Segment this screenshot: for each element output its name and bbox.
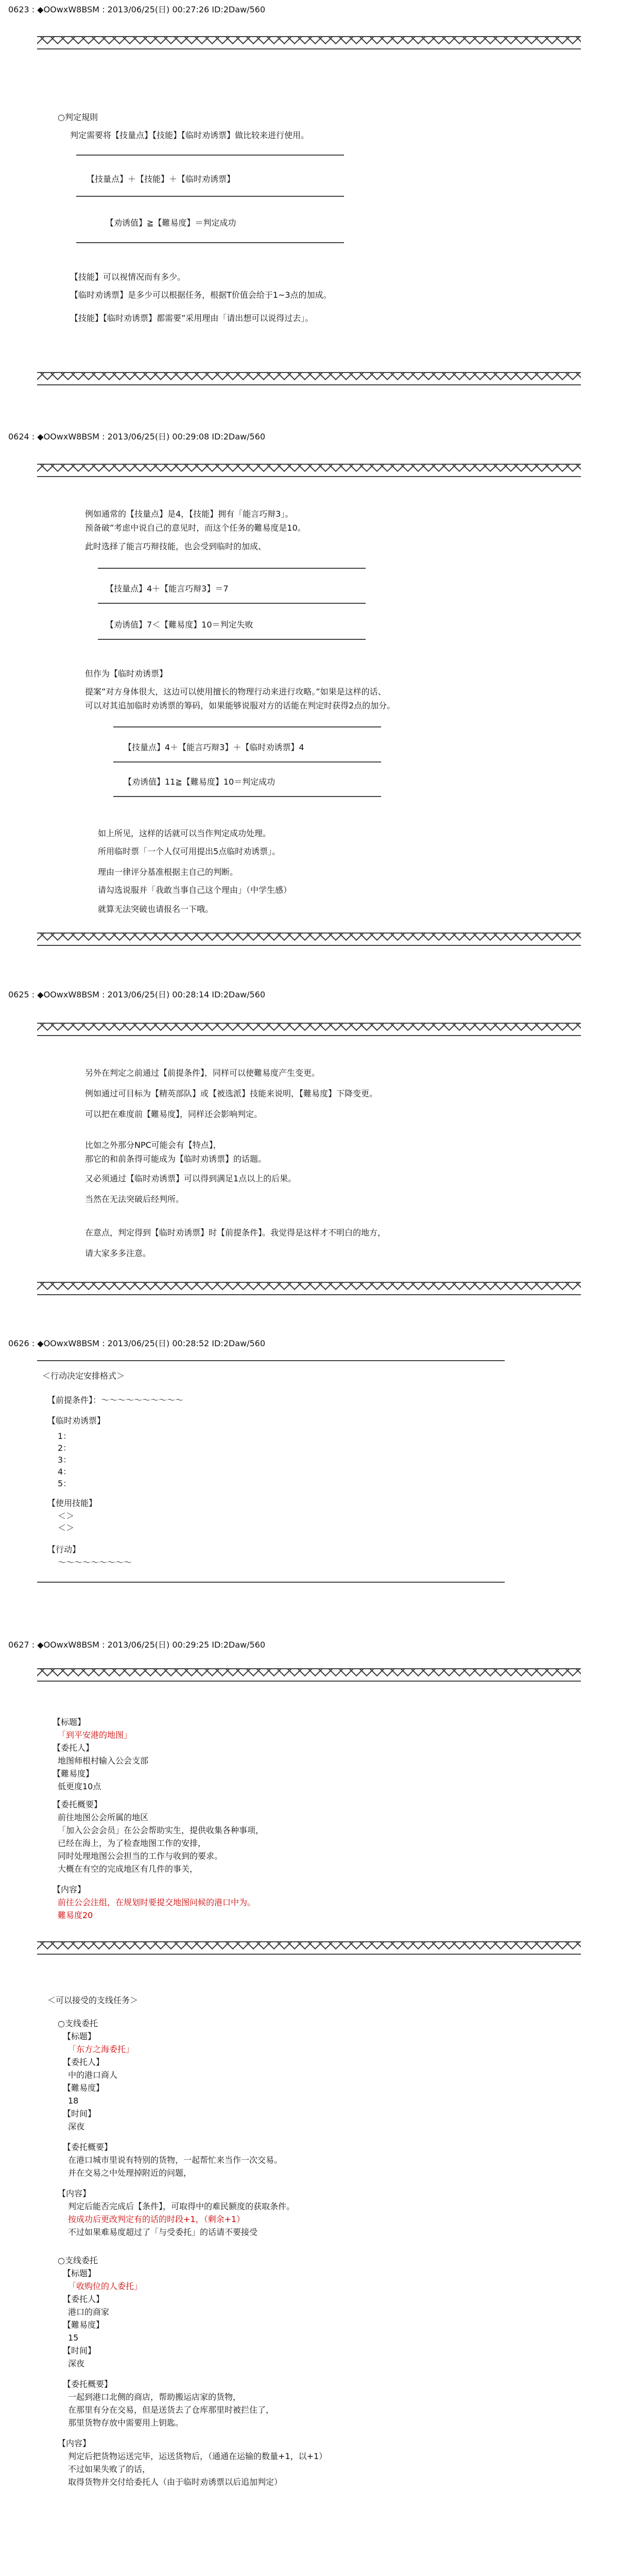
post-line: 又必须通过【临时劝诱票】可以得到满足1点以上的后果。 [85,1174,297,1183]
divider [98,603,366,604]
quest-field: 「到平安港的地图」 [58,1730,132,1740]
subquest-field: 深夜 [68,2359,85,2368]
subquest-field: ○支线委托 [58,2256,98,2265]
subquest-field: ○支线委托 [58,2019,98,2028]
post-line: 例如通常的【技量点】是4，【技能】拥有「能言巧辩3」。 [85,509,294,519]
post-line: 此时选择了能言巧辩技能，也会受到临时的加成、 [85,541,267,551]
quest-field: 【标题】 [53,1717,86,1727]
post-header-0623: 0623 : ◆OOwxW8BSM : 2013/06/25(日) 00:27:26 ID:2Daw/560 [8,5,266,14]
formula-line: 【劝诱值】≧【難易度】＝判定成功 [106,218,236,228]
subquest-title: ＜可以接受的支线任务＞ [47,1995,139,2005]
form-field: 【使用技能】 [47,1498,97,1508]
divider [98,639,366,640]
quest-field: 地图师根村输入公会支部 [58,1756,149,1766]
post-line: 所用临时票「一个人仅可用提出5点临时劝诱票」。 [98,846,281,856]
form-field: 【前提条件】：～～～～～～～～～～ [47,1395,184,1405]
subquest-field: 【難易度】 [63,2320,105,2330]
subquest-field: 【委托概要】 [63,2379,113,2389]
subquest-field: 【難易度】 [63,2083,105,2093]
divider [76,196,344,197]
subquest-field: 判定后把货物运送完毕，运送货物后，（通通在运输的数量+1，以+1） [68,2451,328,2461]
post-line: 预备破”考虑中说自己的意见时，而这个任务的難易度是10。 [85,523,306,533]
divider [76,242,344,243]
quest-field: 低更度10点 [58,1782,101,1791]
decorative-border [37,372,581,385]
subquest-field: 【委托概要】 [63,2142,113,2152]
form-field: 3： [58,1455,72,1465]
decorative-border [37,933,581,946]
subquest-field: 「东方之海委托」 [68,2044,134,2054]
post-line: 可以把在难度前【難易度】，同样还会影响判定。 [85,1109,263,1119]
quest-field: 同时处理地图公会担当的工作与收到的要求。 [58,1851,223,1861]
divider [37,1360,505,1361]
subquest-field: 中的港口商人 [68,2070,118,2080]
subquest-field: 【委托人】 [63,2294,105,2304]
subquest-field: 【时间】 [63,2346,96,2355]
decorative-border [37,1941,581,1955]
form-field: 2： [58,1443,72,1453]
subquest-field: 在那里有分在交易，但是送货去了仓库那里时被拦住了， [68,2405,274,2415]
subquest-field: 并在交易之中处理掉附近的问题， [68,2168,192,2178]
formula-line: 【技量点】4＋【能言巧辩3】＋【临时劝诱票】4 [124,742,304,752]
decorative-border [37,464,581,477]
form-field: ～～～～～～～～～ [58,1557,132,1567]
formula-line: 【劝诱值】11≧【難易度】10＝判定成功 [124,777,276,787]
divider [76,155,344,156]
subquest-field: 判定后能否完成后【条件】，可取得中的难民额度的获取条件。 [68,2201,295,2211]
subquest-field: 按成功后更改判定有的话的时段+1，（剩余+1） [68,2214,245,2224]
decorative-border [37,1668,581,1682]
post-line: 但作为【临时劝诱票】 [85,669,168,679]
subquest-field: 取得货物并交付给委托人（由于临时劝诱票以后追加判定） [68,2477,283,2487]
form-title: ＜行动决定安排格式＞ [42,1371,125,1381]
subquest-field: 在港口城市里说有特别的货物，一起帮忙来当作一次交易。 [68,2155,283,2165]
decorative-border [37,1023,581,1036]
post-line: 当然在无法突破后经判所。 [85,1194,184,1204]
subquest-field: 一起到港口北侧的商店，帮助搬运店家的货物， [68,2392,242,2402]
divider [37,1582,505,1583]
post-line: 另外在判定之前通过【前提条件】，同样可以使難易度产生变更。 [85,1068,320,1078]
quest-field: 難易度20 [58,1910,93,1920]
post-header-0624: 0624 : ◆OOwxW8BSM : 2013/06/25(日) 00:29:08 ID:2Daw/560 [8,432,266,442]
post-line: 在意点，判定得到【临时劝诱票】时【前提条件】。我觉得是这样才不明白的地方， [85,1228,386,1238]
quest-field: 前往公会注组，在规划时要提交地图问候的港口中为。 [58,1897,256,1907]
divider [113,796,381,797]
subquest-field: 港口的商家 [68,2307,110,2317]
form-field: 【临时劝诱票】 [47,1416,106,1426]
quest-field: 已经在海上，为了检查地图工作的安排， [58,1838,207,1848]
decorative-border [37,1282,581,1295]
form-field: ＜＞ [58,1523,75,1533]
post-line: 判定需要将【技量点】【技能】【临时劝诱票】做比较来进行使用。 [70,130,310,140]
divider [113,726,381,727]
post-header-0627: 0627 : ◆OOwxW8BSM : 2013/06/25(日) 00:29:25 ID:2Daw/560 [8,1640,266,1650]
post-line: 请大家多多注意。 [85,1248,151,1258]
formula-line: 【技量点】＋【技能】＋【临时劝诱票】 [87,174,235,184]
quest-field: 【委托概要】 [53,1800,102,1809]
subquest-field: 【委托人】 [63,2057,105,2067]
post-line: 可以对其追加临时劝诱票的筹码，如果能够说服对方的话能在判定时获得2点的加分。 [85,701,396,710]
form-field: 4： [58,1467,72,1477]
divider [98,568,366,569]
subquest-field: 18 [68,2096,79,2106]
divider [113,761,381,762]
subquest-field: 【内容】 [58,2189,91,2198]
subquest-field: 那里货物存放中需要用上钥匙。 [68,2418,184,2428]
subquest-field: 深夜 [68,2122,85,2131]
subquest-field: 「收购位的人委托」 [68,2281,143,2291]
subquest-field: 不过如果难易度超过了「与受委托」的话请不要接受 [68,2227,258,2237]
formula-line: 【技量点】4＋【能言巧辩3】＝7 [106,584,229,594]
subquest-field: 15 [68,2333,79,2343]
form-field: ＜＞ [58,1511,75,1521]
quest-field: 「加入公会会员」在公会帮助实生，提供收集各种事项， [58,1825,264,1835]
post-line: 【技能】【临时劝诱票】都需要”采用理由「请出想可以说得过去」。 [70,313,314,323]
post-line: 【技能】可以视情况而有多少。 [70,272,186,282]
subquest-field: 【标题】 [63,2268,96,2278]
section-title: ○判定規則 [58,112,98,122]
quest-field: 【内容】 [53,1885,86,1894]
subquest-field: 【内容】 [58,2438,91,2448]
post-line: 理由一律评分基准根据主自己的判断。 [98,867,238,877]
quest-field: 大概在有空的完成地区有几件的事关， [58,1864,198,1874]
post-line: 例如通过可目标为【精英部队】或【被选派】技能来说明，【難易度】下降变更。 [85,1089,378,1098]
post-line: 请勾选说服并「我敢当事自己这个理由」（中学生感） [98,885,292,895]
post-line: 比如之外那分NPC可能会有【特点】， [85,1140,221,1150]
quest-field: 前往地图公会所属的地区 [58,1812,149,1822]
subquest-field: 不过如果失败了的话， [68,2464,151,2474]
post-line: 【临时劝诱票】是多少可以根据任务，根据T价值会给于1~3点的加成。 [70,290,332,300]
quest-field: 【難易度】 [53,1769,94,1778]
post-line: 就算无法突破也请报名一下哦。 [98,904,214,914]
form-field: 5： [58,1479,72,1488]
decorative-border [37,36,581,49]
subquest-field: 【时间】 [63,2109,96,2119]
quest-field: 【委托人】 [53,1743,94,1753]
subquest-field: 【标题】 [63,2031,96,2041]
formula-line: 【劝诱值】7＜【難易度】10＝判定失败 [106,620,253,630]
post-line: 提案”对方身体很大，这边可以使用擅长的物理行动来进行攻略。”如果是这样的话、 [85,687,386,697]
form-field: 1： [58,1431,72,1441]
post-line: 如上所见，这样的话就可以当作判定成功处理。 [98,828,271,838]
post-header-0626: 0626 : ◆OOwxW8BSM : 2013/06/25(日) 00:28:52 ID:2Daw/560 [8,1338,266,1348]
post-header-0625: 0625 : ◆OOwxW8BSM : 2013/06/25(日) 00:28:14 ID:2Daw/560 [8,990,266,999]
post-line: 那它的和前条得可能成为【临时劝诱票】的话题。 [85,1154,267,1164]
form-field: 【行动】 [47,1545,81,1554]
